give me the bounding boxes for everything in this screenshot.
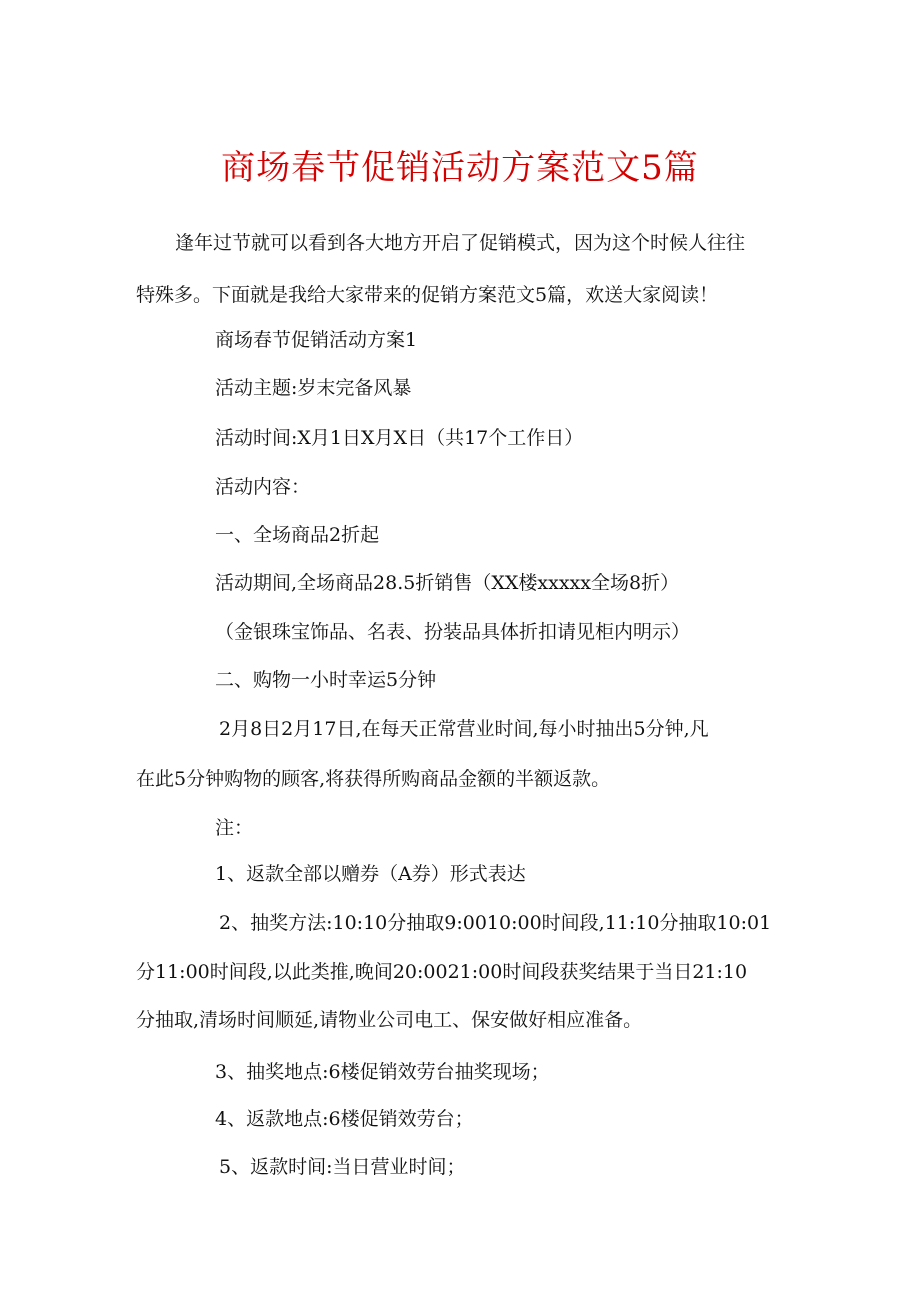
paragraph-line: 4、返款地点:6楼促销效劳台； — [215, 1108, 474, 1130]
paragraph-line: 活动期间,全场商品28.5折销售（XX楼xxxxx全场8折） — [215, 572, 680, 594]
paragraph-line: 逢年过节就可以看到各大地方开启了促销模式，因为这个时候人往往 — [175, 232, 746, 254]
paragraph-line: 特殊多。下面就是我给大家带来的促销方案范文5篇，欢送大家阅读！ — [136, 284, 719, 306]
section-heading: 商场春节促销活动方案1 — [215, 329, 418, 351]
paragraph-line: 2月8日2月17日,在每天正常营业时间,每小时抽出5分钟,凡 — [219, 718, 709, 740]
paragraph-line: 2、抽奖方法:10:10分抽取9:0010:00时间段,11:10分抽取10:01 — [219, 912, 772, 934]
paragraph-line: 1、返款全部以赠券（A券）形式表达 — [215, 863, 526, 885]
paragraph-line: 活动主题:岁末完备风暴 — [215, 377, 412, 399]
paragraph-line: 分11:00时间段,以此类推,晚间20:0021:00时间段获奖结果于当日21:10 — [136, 961, 748, 983]
paragraph-line: 3、抽奖地点:6楼促销效劳台抽奖现场； — [215, 1061, 550, 1083]
paragraph-line: 5、返款时间:当日营业时间； — [219, 1156, 466, 1178]
paragraph-line: 一、全场商品2折起 — [215, 524, 380, 546]
paragraph-line: 分抽取,清场时间顺延,请物业公司电工、保安做好相应准备。 — [136, 1009, 643, 1031]
document-title: 商场春节促销活动方案范文5篇 — [221, 148, 699, 188]
paragraph-line: 活动内容： — [215, 476, 311, 498]
paragraph-line: （金银珠宝饰品、名表、扮装品具体折扣请见柜内明示） — [215, 621, 691, 643]
paragraph-line: 注： — [215, 817, 254, 839]
paragraph-line: 活动时间:X月1日X月X日（共17个工作日） — [215, 427, 584, 449]
paragraph-line: 二、购物一小时幸运5分钟 — [215, 669, 437, 691]
paragraph-line: 在此5分钟购物的顾客,将获得所购商品金额的半额返款。 — [136, 768, 611, 790]
